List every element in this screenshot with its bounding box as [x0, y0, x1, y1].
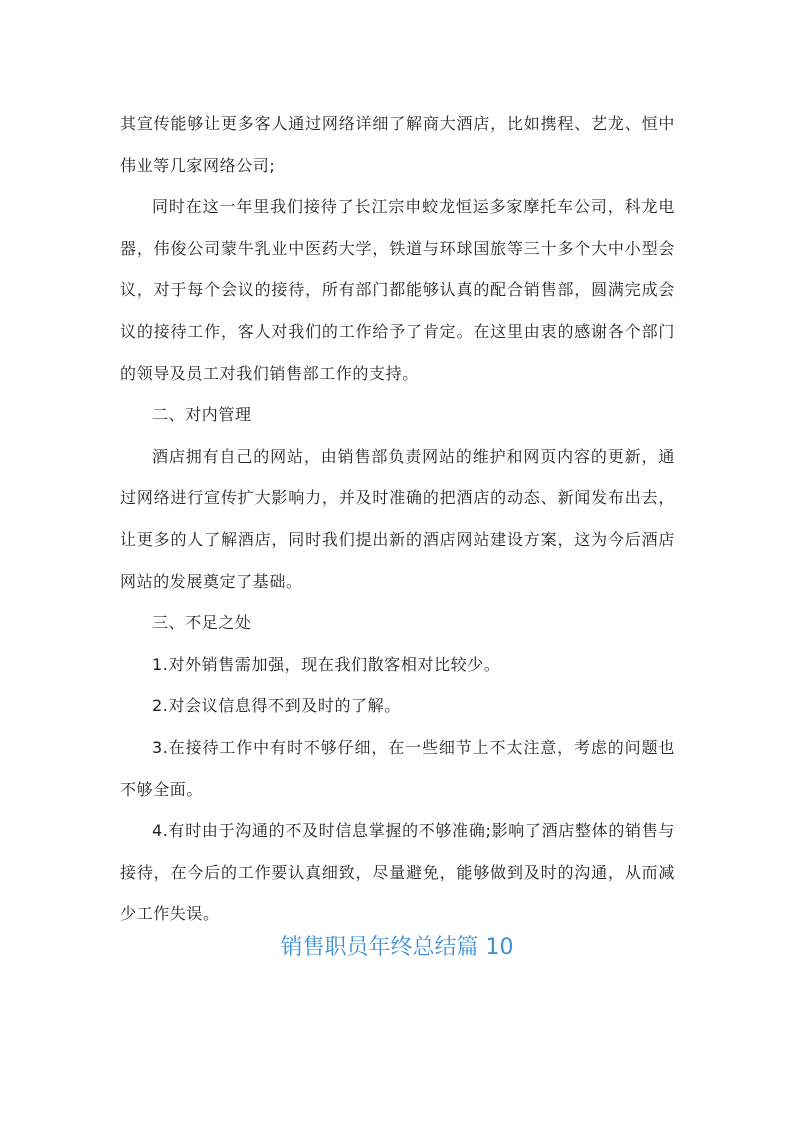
next-article-title: 销售职员年终总结篇 10: [280, 935, 514, 960]
list-item-4: 4.有时由于沟通的不及时信息掌握的不够准确;影响了酒店整体的销售与接待，在今后的工作要认真细致，尽量避免，能够做到及时的沟通，从而减少工作失误。: [120, 821, 675, 924]
document-body: [120, 103, 675, 935]
paragraph-meetings: 同时在这一年里我们接待了长江宗申蛟龙恒运多家摩托车公司，科龙电器，伟俊公司蒙牛乳业中医药大学，铁道与环球国旅等三十多个大中小型会议，对于每个会议的接待，所有部门都能够认真的配合销售部，圆满完成会议的接待工作，客人对我们的工作给予了肯定。在这里由衷的感谢各个部门的领导及员工对我们销售部工作的支持。: [120, 197, 675, 383]
list-item-1: 1.对外销售需加强，现在我们散客相对比较少。: [152, 654, 501, 674]
section-heading-shortcomings: 三、不足之处: [152, 613, 252, 633]
section-heading-internal: 二、对内管理: [152, 405, 252, 425]
list-item-2: 2.对会议信息得不到及时的了解。: [152, 696, 401, 716]
list-item-3: 3.在接待工作中有时不够仔细，在一些细节上不太注意，考虑的问题也不够全面。: [120, 737, 675, 799]
paragraph-website: 酒店拥有自己的网站，由销售部负责网站的维护和网页内容的更新，通过网络进行宣传扩大影响力，并及时准确的把酒店的动态、新闻发布出去，让更多的人了解酒店，同时我们提出新的酒店网站建设方案，这为今后酒店网站的发展奠定了基础。: [120, 446, 675, 591]
paragraph-continuation: 其宣传能够让更多客人通过网络详细了解商大酒店，比如携程、艺龙、恒中伟业等几家网络公司;: [120, 114, 675, 175]
